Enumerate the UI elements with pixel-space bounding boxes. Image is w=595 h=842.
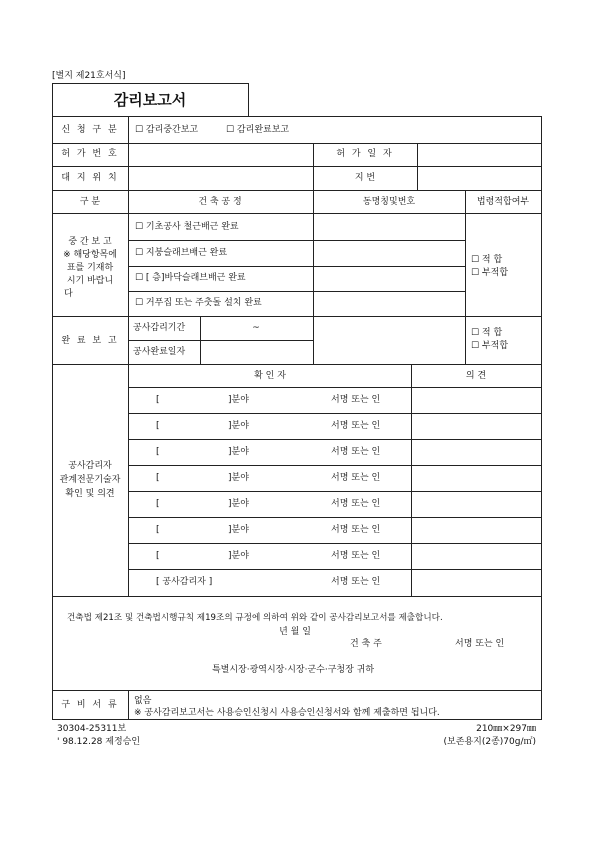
interim-unfit-checkbox[interactable]: ☐ 부적합 <box>471 268 509 278</box>
permit-date-label: 허 가 일 자 <box>336 149 394 159</box>
field-close-label: ]분야 <box>228 421 249 431</box>
row-line-6 <box>52 364 541 365</box>
roof-slab-checkbox[interactable]: ☐ 지붕슬래브배근 완료 <box>135 248 228 258</box>
paper-type: (보존용지(2종)70g/㎡) <box>443 737 536 747</box>
applicant-label: 건 축 주 <box>350 639 382 649</box>
confirm-line-1 <box>128 413 541 414</box>
field-open-bracket: [ <box>156 395 160 405</box>
confirm-line-6 <box>128 543 541 544</box>
confirm-line-4 <box>128 491 541 492</box>
field-close-label: ]분야 <box>228 499 249 509</box>
required-docs-note: ※ 공사감리보고서는 사용승인신청시 사용승인신청서와 함께 제출하면 됩니다. <box>134 708 440 718</box>
confirm-label-2: 관계전문기술자 <box>59 475 121 485</box>
sign-or-seal[interactable]: 서명 또는 인 <box>331 473 381 483</box>
completion-date-label: 공사완료일자 <box>133 347 186 357</box>
opinion-header: 의 견 <box>465 371 487 381</box>
page-title: 감리보고서 <box>113 91 187 109</box>
interim-label-2: ※ 해당항목에 <box>63 250 117 260</box>
formwork-checkbox[interactable]: ☐ 거푸집 또는 주춧돌 설치 완료 <box>135 298 262 308</box>
interim-label-3: 표를 기재하 <box>66 263 114 273</box>
docs-col-divider <box>128 690 129 719</box>
applicant-sign[interactable]: 서명 또는 인 <box>455 639 505 649</box>
complete-col-divider-2 <box>313 316 314 364</box>
title-box-right <box>248 83 249 116</box>
permit-number-label: 허 가 번 호 <box>61 149 119 159</box>
interim-line-3 <box>128 291 465 292</box>
confirm-line-2 <box>128 439 541 440</box>
addressee: 특별시장·광역시장·시장·군수·구청장 귀하 <box>211 665 375 675</box>
complete-line <box>128 340 313 341</box>
complete-col-divider <box>200 316 201 364</box>
field-open-bracket: [ <box>156 551 160 561</box>
site-location-label: 대 지 위 치 <box>61 173 119 183</box>
form-code: 30304-25311보 <box>57 724 127 734</box>
sign-or-seal[interactable]: 서명 또는 인 <box>331 551 381 561</box>
submission-date[interactable]: 년 월 일 <box>279 627 311 637</box>
supervisor-field-label: [ 공사감리자 ] <box>156 577 213 587</box>
confirm-line-3 <box>128 465 541 466</box>
row-line-1 <box>52 143 541 144</box>
supervision-period-label: 공사감리기간 <box>133 323 186 333</box>
site-location-field[interactable] <box>130 168 311 188</box>
construction-process-header: 건 축 공 정 <box>198 197 242 207</box>
supervision-period-tilde: ~ <box>252 323 260 333</box>
interim-report-checkbox[interactable]: ☐ 감리중간보고 <box>135 125 199 135</box>
lot-number-label: 지 번 <box>354 173 376 183</box>
field-close-label: ]분야 <box>228 473 249 483</box>
confirm-label-1: 공사감리자 <box>68 461 112 471</box>
field-open-bracket: [ <box>156 525 160 535</box>
interim-label-1: 중 간 보 고 <box>68 237 112 247</box>
permit-date-field[interactable] <box>419 145 539 164</box>
sign-or-seal[interactable]: 서명 또는 인 <box>331 421 381 431</box>
required-docs-none: 없음 <box>134 696 152 706</box>
field-open-bracket: [ <box>156 499 160 509</box>
field-open-bracket: [ <box>156 473 160 483</box>
interim-line-1 <box>128 240 465 241</box>
field-close-label: ]분야 <box>228 525 249 535</box>
complete-unfit-checkbox[interactable]: ☐ 부적합 <box>471 341 509 351</box>
row-line-3 <box>52 190 541 191</box>
row-line-4 <box>52 213 541 214</box>
submission-statement: 건축법 제21조 및 건축법시행규칙 제19조의 규정에 의하여 위와 같이 공사감리보고서를 제출합니다. <box>67 613 443 623</box>
field-open-bracket: [ <box>156 447 160 457</box>
complete-fit-checkbox[interactable]: ☐ 적 합 <box>471 328 503 338</box>
frame-right <box>541 116 542 719</box>
field-close-label: ]분야 <box>228 551 249 561</box>
approval-date: ' 98.12.28 제정승인 <box>57 737 141 747</box>
legal-col-divider <box>465 190 466 364</box>
foundation-rebar-checkbox[interactable]: ☐ 기초공사 철근배근 완료 <box>135 222 239 232</box>
confirm-line-0 <box>128 387 541 388</box>
paper-size: 210㎜×297㎜ <box>476 724 536 734</box>
row-line-7 <box>52 596 541 597</box>
title-box-top <box>52 83 248 84</box>
opinion-col-divider <box>411 364 412 596</box>
frame-bottom <box>52 719 542 720</box>
confirm-line-5 <box>128 517 541 518</box>
apply-type-label: 신 청 구 분 <box>61 125 119 135</box>
interim-line-2 <box>128 266 465 267</box>
confirm-label-3: 확인 및 의견 <box>65 489 115 499</box>
permit-col-divider <box>313 143 314 190</box>
floor-slab-checkbox[interactable]: ☐ [ 층]바닥슬래브배근 완료 <box>135 273 246 283</box>
frame-left <box>52 83 53 719</box>
row-line-5 <box>52 316 541 317</box>
sign-or-seal[interactable]: 서명 또는 인 <box>331 577 381 587</box>
building-name-header: 동명칭및번호 <box>362 197 416 207</box>
legal-compliance-header: 법령적합여부 <box>476 197 530 207</box>
label-col-divider <box>128 116 129 596</box>
sign-or-seal[interactable]: 서명 또는 인 <box>331 395 381 405</box>
lot-number-field[interactable] <box>419 168 539 188</box>
confirm-line-7 <box>128 569 541 570</box>
sign-or-seal[interactable]: 서명 또는 인 <box>331 447 381 457</box>
sign-or-seal[interactable]: 서명 또는 인 <box>331 499 381 509</box>
complete-report-label: 완 료 보 고 <box>61 336 119 346</box>
required-docs-label: 구 비 서 류 <box>61 700 119 710</box>
process-col-divider <box>313 190 314 316</box>
row-line-2 <box>52 166 541 167</box>
sign-or-seal[interactable]: 서명 또는 인 <box>331 525 381 535</box>
category-header: 구 분 <box>79 197 101 207</box>
interim-label-5: 다 <box>64 289 73 299</box>
form-number-tag: [별지 제21호서식] <box>52 71 126 81</box>
row-line-8 <box>52 690 541 691</box>
interim-label-4: 시기 바랍니 <box>66 276 114 286</box>
confirmer-header: 확 인 자 <box>254 371 286 381</box>
permit-number-field[interactable] <box>130 145 311 164</box>
interim-fit-checkbox[interactable]: ☐ 적 합 <box>471 255 503 265</box>
final-report-checkbox[interactable]: ☐ 감리완료보고 <box>226 125 290 135</box>
field-close-label: ]분야 <box>228 395 249 405</box>
frame-top <box>52 116 541 117</box>
permit-col-divider-2 <box>417 143 418 190</box>
field-close-label: ]분야 <box>228 447 249 457</box>
field-open-bracket: [ <box>156 421 160 431</box>
